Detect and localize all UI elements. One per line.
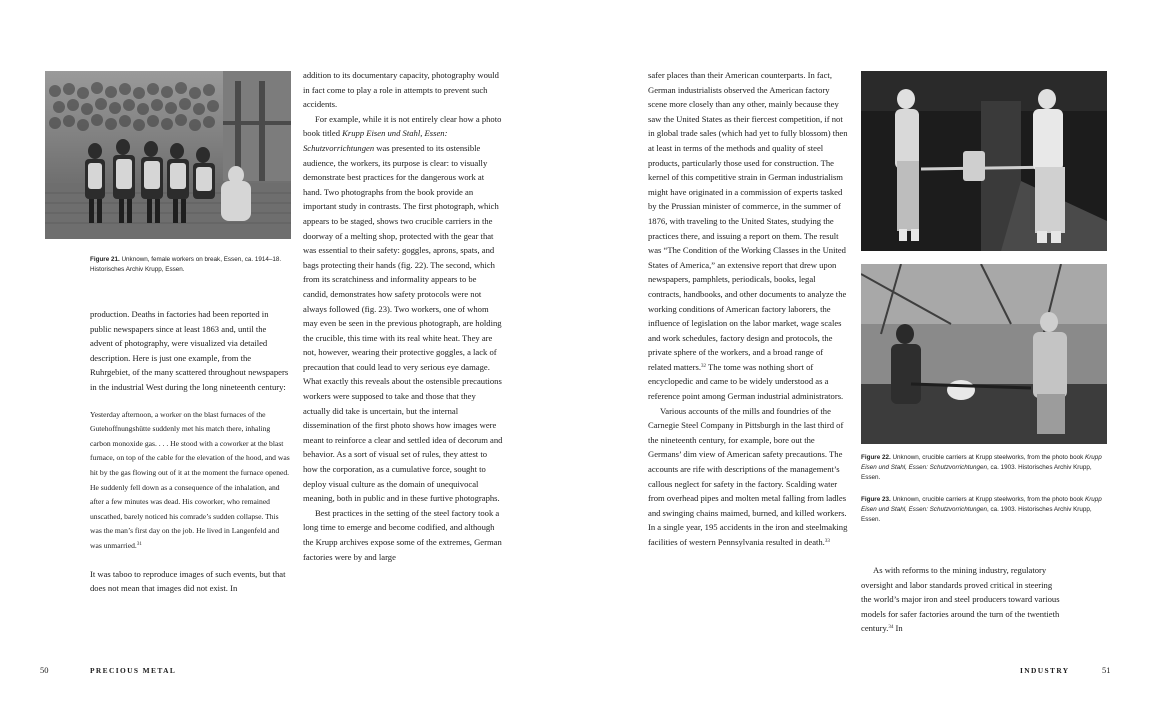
col4-p1-text: As with reforms to the mining industry, regulatory oversight and labor standards proved critical in steering the world’s major iron and steel producers toward various models for safer factories around the turn of the twentieth century. [861,565,1060,634]
figure-21-image [45,71,291,239]
figure-22-book-title: Krupp Eisen und Stahl, Essen: Schutzvorrichtungen [861,454,1102,472]
right-column-2 [861,563,1061,636]
figure-21-photo [45,71,291,239]
footnote-ref-31: 31 [136,541,142,547]
right-running-head: INDUSTRY [1020,666,1070,675]
footnote-ref-33: 33 [824,539,830,544]
right-folio: 51 [1102,665,1111,675]
figure-22-caption-label: Figure 22. [861,454,891,461]
col3-p1-tail: The tome was nothing short of encyclopedic and came to be widely understood as a reference point among German industrial administrators. [648,361,844,402]
figure-22-image [861,71,1107,251]
col3-p2-text: Various accounts of the mills and foundries of the Carnegie Steel Company in Pittsburgh in the last third of the nineteenth century, for example, bore out the Germans’ dim view of American safety precautions. The accounts are rife with descriptions of the management’s callous neglect for safety in the factory. Scalding water from overhead pipes and molten metal falling from ladles and swinging chains maimed, burned, and killed workers. In a single year, 195 accidents in the iron and steelmaking facilities of western Pennsylvania resulted in death. [648,405,848,547]
col2-p2-rest: was presented to its ostensible audience, the workers, its purpose is clear: to visually demonstrate best practices for the dangerous work at hand. Two photographs from the book provide an important study in contrasts. The first photograph, which appears to be staged, shows two crucible carriers in the doorway of a melting shop, protected with the gear that was essential to their safety: goggles, aprons, spats, and bags protecting their hands (fig. 22). The second, which from its scratchiness and informality appears to be candid, demonstrates how safety protocols were not always followed (fig. 23). Two workers, one of whom may even be seen in the previous photograph, are holding the crucible, this time with its real white heat. They are not, however, wearing their protective goggles, a lack of precaution that could lead to very serious eye damage. What exactly this reveals about the ostensible precautions workers were supposed to take and those that they actually did take is uncertain, but the internal dissemination of the first photo shows how images were meant to reinforce a clear and settled idea of decorum and behavior. As a sort of visual set of rules, they attest to how the corporation, as a cumulative force, sought to deploy visual culture as the domain of unequivocal meaning, both in public and in these furtive photographs. [303,142,503,504]
figure-23-caption-tail: , ca. 1903. Historisches Archiv Krupp, Essen. [861,506,1092,524]
book-title: Krupp Eisen und Stahl, Essen: Schutzvorrichtungen [303,128,448,153]
col4-p1-tail: In [893,623,903,634]
footnote-ref-32: 32 [700,363,706,369]
left-folio: 50 [40,665,49,675]
col1-after-paragraph: It was taboo to reproduce images of such events, but that does not mean that images did not exist. In [90,568,286,594]
block-quote-text: Yesterday afternoon, a worker on the blast furnaces of the Gutehoffnungshütte suddenly met his match there, inhaling carbon monoxide gas. . . . He stood with a coworker at the blast furnace, on top of the cable for the elevation of the hood, and was hit by the gas flowing out of it at the moment the furnace opened. He suddenly fell down as a consequence of the inhalation, and after a few minutes was dead. His coworker, who remained unscathed, barely noticed his comrade’s sudden collapse. This was the man’s first day on the job. He lived in Langenfeld and was unmarried. [90,409,290,550]
figure-23-caption-text: Unknown, crucible carriers at Krupp steelworks, from the photo book [892,496,1085,503]
figure-22-caption-text: Unknown, crucible carriers at Krupp steelworks, from the photo book [892,454,1085,461]
block-quote [90,408,290,554]
figure-23-caption [861,495,1107,526]
col2-paragraph-1: addition to its documentary capacity, photography would in fact come to play a role in attempts to prevent such accidents. [303,70,499,110]
right-column-1 [648,68,848,550]
figure-23-image [861,264,1107,444]
figure-22-caption-tail: , ca. 1903. Historisches Archiv Krupp, Essen. [861,464,1092,482]
figure-21-caption-label: Figure 21. [90,256,120,263]
figure-23-book-title: Krupp Eisen und Stahl, Essen: Schutzvorrichtungen [861,496,1102,514]
figure-23-photo [861,264,1107,444]
figure-21-caption-text: Unknown, female workers on break, Essen, ca. 1914–18. Historisches Archiv Krupp, Essen. [90,256,282,274]
figure-21-caption [90,255,290,275]
left-column-2 [303,68,503,564]
col1-intro-paragraph: production. Deaths in factories had been reported in public newspapers since at least 1863 and, until the advent of photography, were visualized via detailed description. Here is just one example, from the Ruhrgebiet, of the many scattered throughout newspapers in the industrial West during the long nineteenth century: [90,309,289,392]
col3-paragraph-2 [648,404,848,550]
col2-paragraph-3: Best practices in the setting of the steel factory took a long time to emerge and become codified, and although the Krupp archives expose some of the extremes, German factories were by and large [303,507,502,562]
col2-p2-start: For example, while it is not entirely clear how a photo book titled [303,113,502,139]
col2-paragraph-2 [303,112,503,506]
left-column-1 [90,307,290,596]
figure-22-caption [861,453,1107,484]
col3-paragraph-1 [648,68,848,404]
col3-p1-text: safer places than their American counterparts. In fact, German industrialists observed the American factory scene more closely than any other, mainly because they saw the United States as their fiercest competition, if not in global trade sales (which had yet to fully blossom) then at least in terms of the methods and quality of steel products, particularly those used for construction. The kernel of this competitive strain in German industrialism might have originated in a commission of experts tasked by the Prussian minister of commerce, in the summer of 1876, with traveling to the United States, studying the practices there, and issuing a report on them. The result was “The Condition of the Working Classes in the United States of America,” an extensive report that drew upon newspapers, pamphlets, periodicals, books, legal contracts, handbooks, and other documents to analyze the working conditions of American factory laborers, the influence of legislation on the labor market, wage scales and work schedules, factory design and protocols, the private sphere of the workers, and a broad range of related matters. [648,70,848,372]
left-running-head: PRECIOUS METAL [90,666,177,675]
footnote-ref-34: 34 [888,625,894,631]
figure-22-photo [861,71,1107,251]
col4-paragraph-1 [861,563,1061,636]
figure-23-caption-label: Figure 23. [861,496,891,503]
